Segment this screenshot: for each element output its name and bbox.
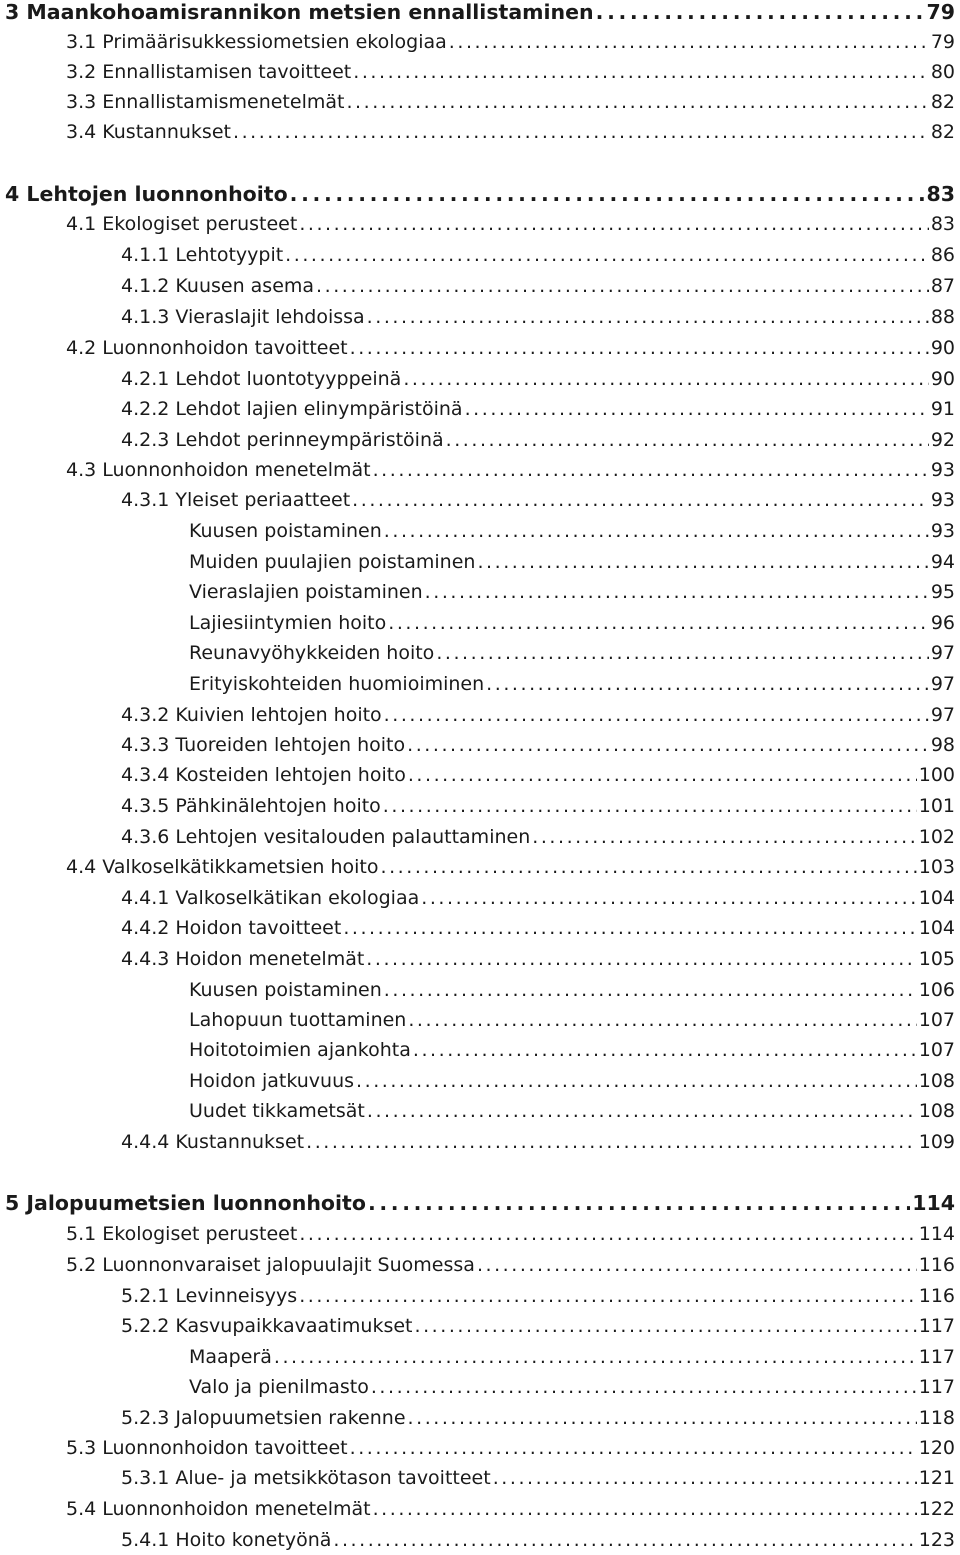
toc-entry-title: 5.2 Luonnonvaraiset jalopuulajit Suomessa <box>66 1254 475 1276</box>
toc-entry[interactable] <box>0 852 955 882</box>
toc-entry[interactable] <box>0 87 955 117</box>
toc-page-number: 105 <box>918 948 955 970</box>
toc-entry-title: 4.2.1 Lehdot luontotyyppeinä <box>121 368 402 390</box>
toc-entry-title: 5.3.1 Alue- ja metsikkötason tavoitteet <box>121 1467 491 1489</box>
toc-page-number: 97 <box>930 642 955 664</box>
toc-entry-title: 3.1 Primäärisukkessiometsien ekologiaa <box>66 31 447 53</box>
toc-dot-leader <box>233 117 929 147</box>
toc-entry-title: 4.3.6 Lehtojen vesitalouden palauttaminen <box>121 826 531 848</box>
toc-page-number: 108 <box>918 1070 955 1092</box>
toc-page-number: 82 <box>930 121 955 143</box>
toc-dot-leader <box>425 577 929 607</box>
toc-dot-leader <box>596 0 925 27</box>
toc-dot-leader <box>366 944 916 974</box>
toc-page-number: 114 <box>912 1191 955 1215</box>
toc-page-number: 95 <box>930 581 955 603</box>
toc-entry-title: 3.2 Ennallistamisen tavoitteet <box>66 61 352 83</box>
toc-dot-leader <box>384 516 929 546</box>
toc-dot-leader <box>446 425 929 455</box>
toc-entry[interactable] <box>0 271 955 301</box>
toc-entry-title: Uudet tikkametsät <box>189 1100 365 1122</box>
toc-dot-leader <box>383 791 917 821</box>
toc-chapter-entry[interactable] <box>0 1188 955 1218</box>
toc-page-number: 100 <box>918 764 955 786</box>
toc-page-number: 93 <box>930 459 955 481</box>
toc-page-number: 91 <box>930 398 955 420</box>
toc-entry-title: Maaperä <box>189 1346 272 1368</box>
toc-dot-leader <box>477 1250 917 1280</box>
toc-dot-leader <box>403 364 928 394</box>
toc-dot-leader <box>368 1188 910 1218</box>
toc-entry-title: 4.3.3 Tuoreiden lehtojen hoito <box>121 734 406 756</box>
toc-entry[interactable] <box>0 1219 955 1249</box>
toc-entry[interactable] <box>0 975 955 1005</box>
toc-page-number: 123 <box>918 1529 955 1551</box>
toc-entry[interactable] <box>0 1463 955 1493</box>
toc-dot-leader <box>356 1066 917 1096</box>
toc-entry-title: 4.2 Luonnonhoidon tavoitteet <box>66 337 348 359</box>
toc-page-number: 120 <box>918 1437 955 1459</box>
toc-dot-leader <box>407 730 929 760</box>
toc-entry[interactable] <box>0 608 955 638</box>
toc-entry[interactable] <box>0 760 955 790</box>
toc-dot-leader <box>299 209 929 239</box>
toc-dot-leader <box>381 852 917 882</box>
toc-page-number: 79 <box>930 31 955 53</box>
toc-entry[interactable] <box>0 577 955 607</box>
toc-entry-title: 4.4.3 Hoidon menetelmät <box>121 948 365 970</box>
toc-entry[interactable] <box>0 913 955 943</box>
toc-entry-title: 3.4 Kustannukset <box>66 121 231 143</box>
toc-dot-leader <box>285 240 929 270</box>
toc-page-number: 92 <box>930 429 955 451</box>
toc-entry[interactable] <box>0 209 955 239</box>
toc-page-number: 117 <box>918 1315 955 1337</box>
toc-page-number: 109 <box>918 1131 955 1153</box>
toc-dot-leader <box>384 975 917 1005</box>
toc-entry-title: 4.4.1 Valkoselkätikan ekologiaa <box>121 887 420 909</box>
toc-entry-title: 3.3 Ennallistamismenetelmät <box>66 91 345 113</box>
toc-page-number: 117 <box>918 1346 955 1368</box>
toc-entry[interactable] <box>0 425 955 455</box>
toc-dot-leader <box>408 1005 916 1035</box>
toc-page-number: 108 <box>918 1100 955 1122</box>
toc-entry[interactable] <box>0 822 955 852</box>
toc-entry[interactable] <box>0 730 955 760</box>
toc-page-number: 98 <box>930 734 955 756</box>
toc-entry[interactable] <box>0 1127 955 1157</box>
toc-entry-title: 4.1.3 Vieraslajit lehdoissa <box>121 306 365 328</box>
toc-entry[interactable] <box>0 1525 955 1555</box>
toc-entry[interactable] <box>0 791 955 821</box>
toc-entry-title: 4.3.2 Kuivien lehtojen hoito <box>121 704 382 726</box>
toc-entry-title: 4.3.1 Yleiset periaatteet <box>121 489 351 511</box>
toc-entry-title: Lahopuun tuottaminen <box>189 1009 407 1031</box>
toc-dot-leader <box>316 271 929 301</box>
toc-page-number: 104 <box>918 917 955 939</box>
toc-dot-leader <box>408 1403 917 1433</box>
toc-entry[interactable] <box>0 700 955 730</box>
toc-entry-title: 4.3.4 Kosteiden lehtojen hoito <box>121 764 406 786</box>
toc-dot-leader <box>384 700 929 730</box>
toc-page-number: 121 <box>918 1467 955 1489</box>
toc-entry-title: 4.1 Ekologiset perusteet <box>66 213 298 235</box>
toc-entry[interactable] <box>0 1372 955 1402</box>
toc-page-number: 101 <box>918 795 955 817</box>
toc-entry[interactable] <box>0 1066 955 1096</box>
toc-entry[interactable] <box>0 117 955 147</box>
toc-entry-title: Kuusen poistaminen <box>189 520 382 542</box>
toc-entry-title: 4.3 Luonnonhoidon menetelmät <box>66 459 371 481</box>
toc-page-number: 104 <box>918 887 955 909</box>
toc-chapter-entry[interactable] <box>0 179 955 209</box>
toc-page-number: 79 <box>926 0 955 24</box>
toc-entry-title: Valo ja pienilmasto <box>189 1376 369 1398</box>
toc-entry-title: 4.4.2 Hoidon tavoitteet <box>121 917 342 939</box>
toc-page-number: 118 <box>918 1407 955 1429</box>
toc-entry-title: 4.1.2 Kuusen asema <box>121 275 315 297</box>
toc-page-number: 86 <box>930 244 955 266</box>
toc-page-number: 116 <box>918 1254 955 1276</box>
toc-entry-title: 4.2.2 Lehdot lajien elinympäristöinä <box>121 398 463 420</box>
toc-dot-leader <box>436 638 929 668</box>
toc-entry[interactable] <box>0 1494 955 1524</box>
toc-page-number: 103 <box>918 856 955 878</box>
toc-dot-leader <box>371 1372 917 1402</box>
toc-entry-title: Muiden puulajien poistaminen <box>189 551 476 573</box>
toc-page-number: 93 <box>930 520 955 542</box>
toc-dot-leader <box>388 608 929 638</box>
toc-entry[interactable] <box>0 669 955 699</box>
toc-entry-title: 5.1 Ekologiset perusteet <box>66 1223 298 1245</box>
toc-page-number: 93 <box>930 489 955 511</box>
toc-entry[interactable] <box>0 1250 955 1280</box>
toc-page-number: 107 <box>918 1009 955 1031</box>
toc-entry[interactable] <box>0 638 955 668</box>
toc-entry-title: Vieraslajien poistaminen <box>189 581 423 603</box>
toc-entry[interactable] <box>0 547 955 577</box>
toc-dot-leader <box>493 1463 917 1493</box>
toc-dot-leader <box>350 1433 917 1463</box>
toc-entry-title: 3 Maankohoamisrannikon metsien ennallistaminen <box>5 0 594 24</box>
toc-dot-leader <box>299 1219 916 1249</box>
toc-entry[interactable] <box>0 57 955 87</box>
toc-dot-leader <box>353 57 929 87</box>
toc-page-number: 117 <box>918 1376 955 1398</box>
toc-entry-title: Hoitotoimien ajankohta <box>189 1039 411 1061</box>
toc-page-number: 88 <box>930 306 955 328</box>
toc-page-number: 90 <box>930 368 955 390</box>
toc-dot-leader <box>352 485 929 515</box>
toc-dot-leader <box>346 87 928 117</box>
toc-entry-title: 4.4 Valkoselkätikkametsien hoito <box>66 856 379 878</box>
toc-entry-title: 4 Lehtojen luonnonhoito <box>5 182 288 206</box>
toc-entry-title: 4.2.3 Lehdot perinneympäristöinä <box>121 429 444 451</box>
toc-entry[interactable] <box>0 883 955 913</box>
toc-dot-leader <box>367 302 929 332</box>
toc-entry[interactable] <box>0 394 955 424</box>
toc-chapter-entry[interactable] <box>0 0 955 27</box>
toc-entry[interactable] <box>0 1035 955 1065</box>
toc-page-number: 80 <box>930 61 955 83</box>
toc-dot-leader <box>477 547 928 577</box>
toc-page-number: 102 <box>918 826 955 848</box>
toc-entry[interactable] <box>0 1096 955 1126</box>
toc-page-number: 96 <box>930 612 955 634</box>
toc-page-number: 116 <box>918 1285 955 1307</box>
toc-dot-leader <box>413 1035 917 1065</box>
toc-dot-leader <box>408 760 917 790</box>
toc-entry-title: 5 Jalopuumetsien luonnonhoito <box>5 1191 366 1215</box>
toc-entry[interactable] <box>0 364 955 394</box>
toc-page-number: 83 <box>926 182 955 206</box>
toc-entry[interactable] <box>0 240 955 270</box>
toc-entry-title: 4.1.1 Lehtotyypit <box>121 244 284 266</box>
toc-entry[interactable] <box>0 1281 955 1311</box>
toc-page-number: 82 <box>930 91 955 113</box>
toc-dot-leader <box>333 1525 916 1555</box>
toc-entry[interactable] <box>0 1433 955 1463</box>
toc-dot-leader <box>299 1281 917 1311</box>
toc-entry-title: Lajiesiintymien hoito <box>189 612 387 634</box>
toc-entry[interactable] <box>0 1005 955 1035</box>
toc-page-number: 114 <box>918 1223 955 1245</box>
toc-entry[interactable] <box>0 333 955 363</box>
toc-dot-leader <box>421 883 916 913</box>
toc-page-number: 90 <box>930 337 955 359</box>
toc-dot-leader <box>274 1342 917 1372</box>
toc-entry-title: 5.3 Luonnonhoidon tavoitteet <box>66 1437 348 1459</box>
toc-entry-title: Erityiskohteiden huomioiminen <box>189 673 485 695</box>
toc-dot-leader <box>350 333 929 363</box>
toc-dot-leader <box>306 1127 917 1157</box>
toc-entry[interactable] <box>0 302 955 332</box>
toc-entry[interactable] <box>0 27 955 57</box>
toc-entry[interactable] <box>0 1342 955 1372</box>
toc-page-number: 106 <box>918 979 955 1001</box>
toc-entry[interactable] <box>0 485 955 515</box>
toc-entry-title: 5.2.2 Kasvupaikkavaatimukset <box>121 1315 413 1337</box>
toc-dot-leader <box>465 394 929 424</box>
toc-entry-title: 4.4.4 Kustannukset <box>121 1131 305 1153</box>
toc-entry-title: Reunavyöhykkeiden hoito <box>189 642 435 664</box>
toc-dot-leader <box>373 455 929 485</box>
toc-entry[interactable] <box>0 944 955 974</box>
toc-dot-leader <box>290 179 925 209</box>
toc-page-number: 107 <box>918 1039 955 1061</box>
toc-dot-leader <box>343 913 916 943</box>
toc-dot-leader <box>532 822 916 852</box>
toc-entry-title: 5.4 Luonnonhoidon menetelmät <box>66 1498 371 1520</box>
toc-page-number: 97 <box>930 673 955 695</box>
toc-entry[interactable] <box>0 516 955 546</box>
toc-entry-title: 5.4.1 Hoito konetyönä <box>121 1529 332 1551</box>
toc-dot-leader <box>373 1494 917 1524</box>
toc-dot-leader <box>367 1096 917 1126</box>
toc-entry-title: 5.2.1 Levinneisyys <box>121 1285 298 1307</box>
toc-entry-title: 5.2.3 Jalopuumetsien rakenne <box>121 1407 406 1429</box>
toc-entry[interactable] <box>0 1311 955 1341</box>
toc-entry[interactable] <box>0 1403 955 1433</box>
toc-page-number: 83 <box>930 213 955 235</box>
toc-page-number: 87 <box>930 275 955 297</box>
toc-page-number: 122 <box>918 1498 955 1520</box>
toc-dot-leader <box>486 669 929 699</box>
toc-page-number: 97 <box>930 704 955 726</box>
toc-entry[interactable] <box>0 455 955 485</box>
toc-dot-leader <box>449 27 929 57</box>
toc-entry-title: 4.3.5 Pähkinälehtojen hoito <box>121 795 381 817</box>
toc-entry-title: Kuusen poistaminen <box>189 979 382 1001</box>
toc-entry-title: Hoidon jatkuvuus <box>189 1070 355 1092</box>
toc-dot-leader <box>415 1311 917 1341</box>
toc-page-number: 94 <box>930 551 955 573</box>
